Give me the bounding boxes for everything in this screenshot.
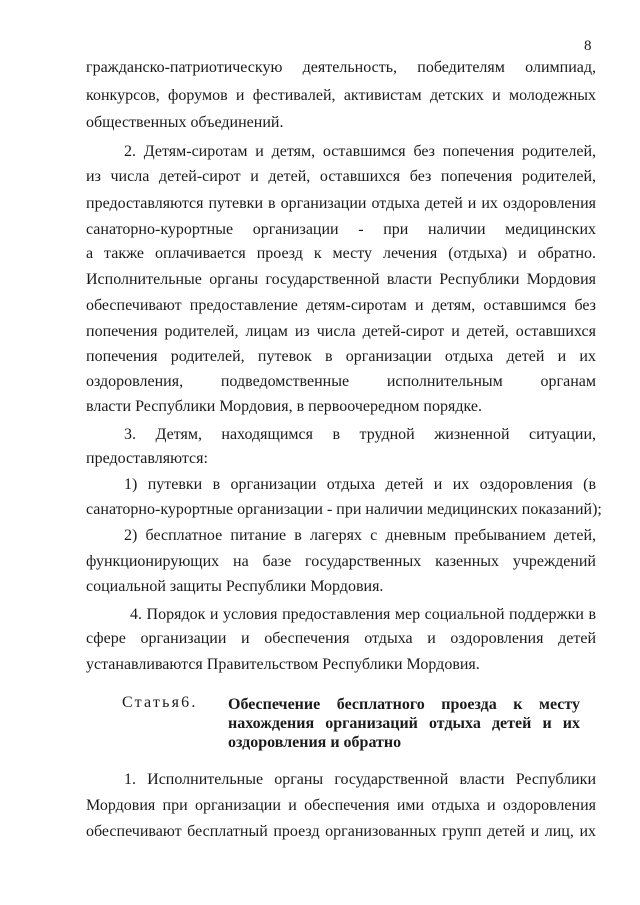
text-line: устанавливаются Правительством Республики Мордовия.: [86, 656, 480, 673]
text-line: 2) бесплатное питание в лагерях с дневным пребыванием детей,: [124, 527, 596, 544]
text-line: попечения родителей, лицам из числа детей-сирот и детей, оставшихся: [86, 323, 596, 340]
text-line: власти Республики Мордовия, в первоочередном порядке.: [86, 398, 482, 415]
text-line: 3. Детям, находящимся в трудной жизненной ситуации,: [124, 426, 596, 443]
text-line: гражданско-патриотическую деятельность, победителям олимпиад,: [86, 59, 596, 76]
text-line: обеспечивают бесплатный проезд организованных групп детей и лиц, их: [86, 823, 596, 840]
text-line: Исполнительные органы государственной власти Республики Мордовия: [86, 271, 596, 288]
text-line: 4. Порядок и условия предоставления мер социальной поддержки в: [130, 606, 596, 623]
text-line: 2. Детям-сиротам и детям, оставшимся без попечения родителей,: [124, 143, 596, 160]
article-title-line: Обеспечение бесплатного проезда к месту: [228, 696, 580, 713]
text-line: Мордовия при организации и обеспечения ими отдыха и оздоровления: [86, 797, 596, 814]
text-line: предоставляются путевки в организации отдыха детей и их оздоровления: [86, 195, 596, 212]
text-line: предоставляются:: [86, 450, 208, 467]
article-title-line: нахождения организаций отдыха детей и их: [228, 715, 580, 732]
article-label: Статья6.: [122, 694, 198, 711]
text-line: 1) путевки в организации отдыха детей и их оздоровления (в: [124, 476, 596, 493]
text-line: санаторно-курортные организации - при наличии медицинских показаний);: [86, 501, 602, 518]
text-line: попечения родителей, путевок в организации отдыха детей и их: [86, 348, 596, 365]
page-number: 8: [584, 38, 592, 54]
text-line: оздоровления, подведомственные исполнительным органам: [86, 373, 596, 390]
text-line: общественных объединений.: [86, 114, 284, 131]
text-line: функционирующих на базе государственных казенных учреждений: [86, 553, 596, 570]
text-line: социальной защиты Республики Мордовия.: [86, 578, 384, 595]
text-line: санаторно-курортные организации - при наличии медицинских: [86, 221, 596, 238]
text-line: а также оплачивается проезд к месту лечения (отдыха) и обратно.: [86, 245, 596, 262]
text-line: обеспечивают предоставление детям-сиротам и детям, оставшимся без: [86, 297, 596, 314]
text-line: сфере организации и обеспечения отдыха и оздоровления детей: [86, 630, 596, 647]
text-line: 1. Исполнительные органы государственной власти Республики: [124, 771, 596, 788]
article-title-line: оздоровления и обратно: [228, 734, 402, 751]
text-line: из числа детей-сирот и детей, оставшихся без попечения родителей,: [86, 168, 596, 185]
text-line: конкурсов, форумов и фестивалей, активистам детских и молодежных: [86, 87, 596, 104]
